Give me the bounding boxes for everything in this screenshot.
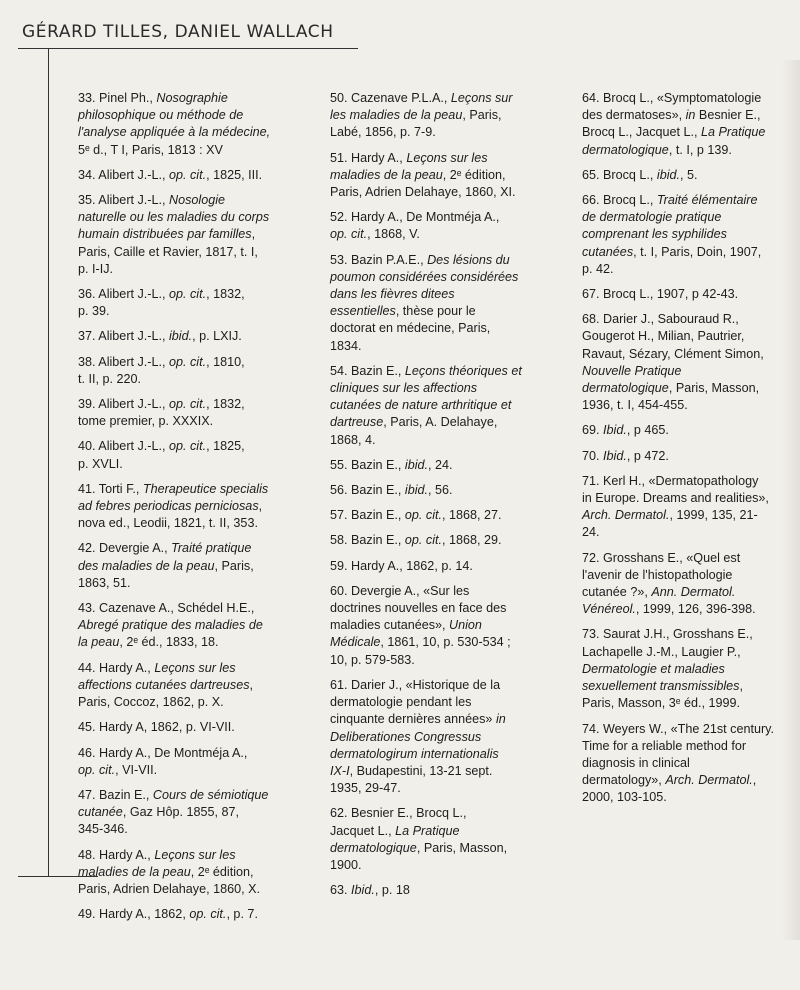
footnote-entry [330, 150, 552, 202]
footnote-entry [330, 805, 552, 874]
footnote-text: 66. Brocq L., Traité élémentaire de dermatologie pratique comprenant les syphilides cutanées, t. I, Paris, Doin, 1907, p. 42. [582, 193, 762, 276]
footnote-entry [582, 192, 787, 278]
footnote-entry [78, 396, 300, 430]
footnote-text: 48. Hardy A., Leçons sur les maladies de la peau, 2ᵉ édition, Paris, Adrien Delahaye, 1860, X. [78, 847, 261, 896]
margin-rule [48, 48, 49, 876]
footnote-text: 46. Hardy A., De Montméja A., op. cit., VI-VII. [78, 745, 248, 777]
footnote-text: 42. Devergie A., Traité pratique des maladies de la peau, Paris, 1863, 51. [78, 541, 254, 590]
footnote-entry [582, 422, 787, 439]
footnote-entry [78, 328, 300, 345]
footnote-entry [78, 847, 300, 899]
footnote-text: 56. Bazin E., ibid., 56. [330, 483, 453, 498]
footnote-text: 35. Alibert J.-L., Nosologie naturelle ou les maladies du corps humain distribuées par familles, Paris, Caille et Ravier, 1817, t. I, p. I-IJ. [78, 193, 270, 276]
footnote-text: 49. Hardy A., 1862, op. cit., p. 7. [78, 907, 258, 922]
top-rule [18, 48, 358, 49]
footnote-entry [78, 719, 300, 736]
footnote-entry [78, 745, 300, 779]
footnote-text: 51. Hardy A., Leçons sur les maladies de la peau, 2ᵉ édition, Paris, Adrien Delahaye, 1860, XI. [330, 150, 516, 200]
footnote-entry [78, 90, 300, 159]
footnote-entry [78, 787, 300, 839]
footnote-entry [582, 550, 787, 619]
footnote-text: 70. Ibid., p 472. [582, 448, 669, 463]
running-head: GÉRARD TILLES, DANIEL WALLACH [22, 22, 334, 42]
footnote-entry [330, 90, 552, 142]
footnote-text: 69. Ibid., p 465. [582, 423, 669, 438]
footnote-text: 67. Brocq L., 1907, p 42-43. [582, 287, 739, 302]
footnote-entry [330, 882, 552, 899]
footnote-text: 45. Hardy A, 1862, p. VI-VII. [78, 720, 235, 735]
footnote-text: 64. Brocq L., «Symptomatologie des dermatoses», in Besnier E., Brocq L., Jacquet L., La Pratique dermatologique, t. I, p 139. [582, 91, 766, 157]
footnote-text: 40. Alibert J.-L., op. cit., 1825, p. XVLI. [78, 439, 245, 471]
footnote-entry [78, 438, 300, 472]
footnote-text: 65. Brocq L., ibid., 5. [582, 167, 698, 182]
footnote-entry [582, 721, 787, 807]
footnote-entry [330, 583, 552, 669]
footnote-entry [330, 677, 552, 797]
notes-column-3 [582, 90, 787, 815]
footnote-entry [582, 473, 787, 542]
footnote-text: 54. Bazin E., Leçons théoriques et cliniques sur les affections cutanées de nature arthritique et dartreuse, Paris, A. Delahaye, 1868, 4. [330, 363, 522, 447]
footnote-text: 50. Cazenave P.L.A., Leçons sur les maladies de la peau, Paris, Labé, 1856, p. 7-9. [330, 91, 513, 140]
footnote-text: 59. Hardy A., 1862, p. 14. [330, 558, 473, 573]
footnote-entry [330, 482, 552, 499]
footnote-entry [78, 481, 300, 533]
footnote-entry [330, 363, 552, 449]
footnote-text: 33. Pinel Ph., Nosographie philosophique ou méthode de l'analyse appliquée à la médecine, 5ᵉ d., T I, Paris, 1813 : XV [78, 91, 271, 157]
footnote-text: 47. Bazin E., Cours de sémiotique cutanée, Gaz Hôp. 1855, 87, 345-346. [78, 787, 269, 837]
footnote-entry [330, 507, 552, 524]
footnote-entry [78, 167, 300, 184]
footnote-text: 63. Ibid., p. 18 [330, 883, 410, 898]
footnote-entry [78, 906, 300, 923]
footnote-text: 37. Alibert J.-L., ibid., p. LXIJ. [78, 329, 242, 344]
notes-column-1 [78, 90, 300, 931]
footnote-entry [330, 252, 552, 355]
footnote-text: 74. Weyers W., «The 21st century. Time for a reliable method for diagnosis in clinical dermatology», Arch. Dermatol., 2000, 103-105. [582, 721, 775, 805]
footnote-entry [582, 90, 787, 159]
footnote-text: 41. Torti F., Therapeutice specialis ad febres periodicas perniciosas, nova ed., Leodii, 1821, t. II, 353. [78, 481, 269, 531]
footnote-text: 62. Besnier E., Brocq L., Jacquet L., La Pratique dermatologique, Paris, Masson, 1900. [330, 806, 508, 872]
footnote-entry [78, 192, 300, 278]
footnote-text: 68. Darier J., Sabouraud R., Gougerot H., Milian, Pautrier, Ravaut, Sézary, Clément Simon, Nouvelle Pratique dermatologique, Paris, Masson, 1936, t. I, 454-455. [582, 312, 764, 413]
footnote-text: 60. Devergie A., «Sur les doctrines nouvelles en face des maladies cutanées», Union Médicale, 1861, 10, p. 530-534 ; 10, p. 579-583. [330, 583, 511, 667]
footnote-text: 57. Bazin E., op. cit., 1868, 27. [330, 508, 502, 523]
footnote-entry [330, 558, 552, 575]
footnote-text: 34. Alibert J.-L., op. cit., 1825, III. [78, 167, 263, 182]
footnote-entry [78, 660, 300, 712]
footnote-text: 44. Hardy A., Leçons sur les affections cutanées dartreuses, Paris, Coccoz, 1862, p. X. [78, 660, 254, 710]
footnote-entry [582, 311, 787, 414]
footnote-entry [330, 457, 552, 474]
footnote-entry [582, 167, 787, 184]
footnote-entry [582, 286, 787, 303]
footnote-text: 72. Grosshans E., «Quel est l'avenir de l'histopathologie cutanée ?», Ann. Dermatol. Vénéreol., 1999, 126, 396-398. [582, 550, 756, 617]
footnote-text: 61. Darier J., «Historique de la dermatologie pendant les cinquante dernières années» in Deliberationes Congressus dermatologirum internationalis IX-I, Budapestini, 13-21 sept. 1935, 29-47. [330, 677, 506, 796]
footnote-entry [330, 209, 552, 243]
footnote-entry [78, 600, 300, 652]
footnote-text: 43. Cazenave A., Schédel H.E., Abregé pratique des maladies de la peau, 2ᵉ éd., 1833, 18. [78, 601, 263, 650]
footnote-entry [78, 354, 300, 388]
footnote-text: 39. Alibert J.-L., op. cit., 1832, tome premier, p. XXXIX. [78, 397, 245, 429]
footnote-text: 71. Kerl H., «Dermatopathology in Europe. Dreams and realities», Arch. Dermatol., 1999, 135, 21- 24. [582, 473, 769, 540]
footnote-entry [330, 532, 552, 549]
footnote-text: 58. Bazin E., op. cit., 1868, 29. [330, 533, 502, 548]
footnote-text: 38. Alibert J.-L., op. cit., 1810, t. II, p. 220. [78, 354, 245, 386]
footnote-entry [582, 448, 787, 465]
footnote-text: 53. Bazin P.A.E., Des lésions du poumon considérées considérées dans les fièvres ditees essentielles, thèse pour le doctorat en médecine, Paris, 1834. [330, 252, 519, 353]
footnote-entry [78, 540, 300, 592]
notes-column-2 [330, 90, 552, 907]
footnote-text: 55. Bazin E., ibid., 24. [330, 457, 453, 472]
footnote-text: 52. Hardy A., De Montméja A., op. cit., 1868, V. [330, 210, 500, 242]
footnote-entry [78, 286, 300, 320]
footnote-text: 36. Alibert J.-L., op. cit., 1832, p. 39. [78, 287, 245, 319]
footnote-entry [582, 626, 787, 712]
footnote-text: 73. Saurat J.H., Grosshans E., Lachapelle J.-M., Laugier P., Dermatologie et maladies sexuellement transmissibles, Paris, Masson, 3ᵉ éd., 1999. [582, 627, 753, 711]
